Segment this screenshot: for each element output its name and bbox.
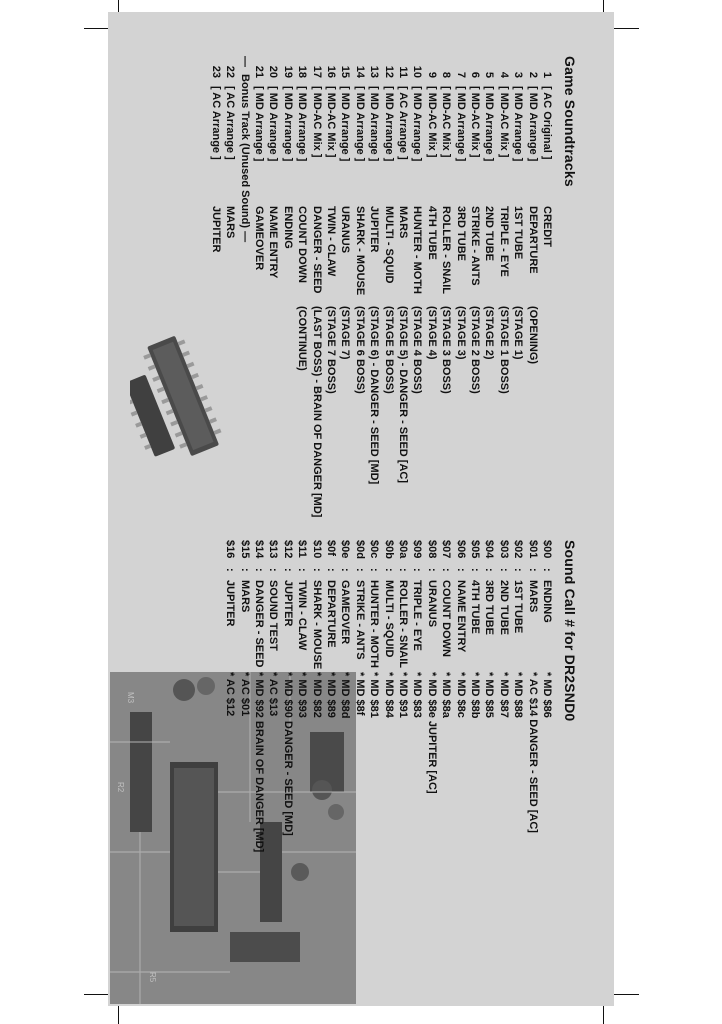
track-row bbox=[453, 56, 467, 360]
sound-call-separator: : bbox=[353, 568, 366, 572]
sound-call-name: TRIPLE - EYE bbox=[411, 580, 424, 651]
sound-call-name: JUPITER bbox=[224, 580, 237, 627]
track-row bbox=[252, 56, 266, 306]
sound-call-code: $03 bbox=[497, 540, 510, 559]
track-number: 11 bbox=[397, 66, 409, 78]
sound-call-separator: : bbox=[382, 568, 395, 572]
track-version: [ MD Arrange ] bbox=[353, 86, 366, 162]
track-version: [ MD Arrange ] bbox=[267, 86, 280, 162]
sound-call-row bbox=[309, 540, 323, 718]
track-title: DANGER - SEED bbox=[310, 206, 323, 294]
track-number: 8 bbox=[440, 71, 453, 78]
track-number: 20 bbox=[267, 65, 280, 78]
track-stage: (STAGE 7 BOSS) bbox=[325, 306, 337, 394]
sound-call-code: $0c bbox=[368, 540, 381, 559]
track-number: 6 bbox=[469, 71, 481, 78]
sound-call-separator: : bbox=[425, 568, 438, 572]
sound-call-separator: : bbox=[310, 568, 323, 572]
sound-call-name: 4TH TUBE bbox=[469, 580, 481, 634]
track-number: 5 bbox=[483, 71, 496, 78]
sound-call-name: ENDING bbox=[541, 580, 553, 623]
sound-call-name: TWIN - CLAW bbox=[296, 580, 309, 651]
track-title: ROLLER - SNAIL bbox=[440, 206, 453, 294]
track-number: — bbox=[238, 56, 251, 67]
track-stage: (STAGE 3 BOSS) bbox=[440, 306, 453, 394]
track-version: [ AC Original ] bbox=[541, 86, 553, 160]
sound-call-row bbox=[468, 540, 482, 718]
sound-call-code: $04 bbox=[483, 540, 496, 559]
track-number: 14 bbox=[353, 65, 366, 78]
sound-call-code: $06 bbox=[454, 540, 467, 559]
sound-call-ref: * AC $12 bbox=[224, 672, 237, 717]
sound-call-code: $09 bbox=[411, 540, 424, 559]
sound-call-row bbox=[540, 540, 554, 718]
sound-call-separator: : bbox=[224, 568, 237, 572]
sound-call-row bbox=[511, 540, 525, 718]
sound-call-code: $13 bbox=[267, 540, 280, 559]
track-stage: (STAGE 1 BOSS) bbox=[497, 306, 510, 394]
track-title: NAME ENTRY bbox=[267, 206, 280, 279]
sound-call-ref: * MD $87 bbox=[497, 672, 510, 718]
sound-call-separator: : bbox=[397, 568, 409, 572]
track-stage: (STAGE 7) bbox=[339, 306, 352, 360]
track-version: [ MD Arrange ] bbox=[526, 86, 539, 162]
track-row bbox=[280, 56, 294, 306]
sound-call-ref: * MD $92 BRAIN OF DANGER [MD] bbox=[253, 672, 265, 853]
track-version: [ MD Arrange ] bbox=[483, 86, 496, 162]
track-row bbox=[295, 56, 309, 371]
track-title: MARS bbox=[224, 206, 237, 239]
track-version: [ MD Arrange ] bbox=[339, 86, 352, 162]
track-version: [ MD Arrange ] bbox=[296, 86, 309, 162]
track-title: URANUS bbox=[339, 206, 352, 254]
track-title: JUPITER bbox=[368, 206, 381, 253]
sound-call-name: MARS bbox=[526, 580, 539, 613]
track-version: [ MD Arrange ] bbox=[368, 86, 381, 162]
sound-call-name: DEPARTURE bbox=[325, 580, 337, 648]
sound-call-name: NAME ENTRY bbox=[454, 580, 467, 653]
track-title: MULTI - SQUID bbox=[382, 206, 395, 284]
sound-call-name: 1ST TUBE bbox=[512, 580, 525, 634]
track-version: [ MD-AC Mix ] bbox=[469, 86, 481, 158]
track-version: [ MD-AC Mix ] bbox=[497, 86, 510, 158]
sound-call-row bbox=[252, 540, 266, 852]
sound-call-ref: * MD $89 bbox=[325, 672, 337, 718]
track-stage: (LAST BOSS) - BRAIN OF DANGER [MD] bbox=[310, 306, 323, 518]
track-row bbox=[424, 56, 438, 360]
sound-call-separator: : bbox=[325, 568, 337, 572]
track-title: JUPITER bbox=[209, 206, 222, 253]
sound-call-row bbox=[439, 540, 453, 718]
sound-call-code: $05 bbox=[469, 540, 481, 559]
sound-call-code: $15 bbox=[238, 540, 251, 559]
track-row bbox=[324, 56, 338, 394]
track-stage: (STAGE 2 BOSS) bbox=[469, 306, 481, 394]
sound-call-separator: : bbox=[483, 568, 496, 572]
track-row bbox=[439, 56, 453, 394]
track-number: 3 bbox=[512, 71, 525, 78]
sound-call-ref: * MD $93 bbox=[296, 672, 309, 718]
track-version: [ AC Arrange ] bbox=[209, 86, 222, 160]
sound-call-separator: : bbox=[253, 568, 265, 572]
sound-call-row bbox=[367, 540, 381, 718]
track-version: [ MD Arrange ] bbox=[411, 86, 424, 162]
track-stage: (STAGE 6) - DANGER - SEED [MD] bbox=[368, 306, 381, 485]
sound-call-row bbox=[324, 540, 338, 718]
track-row bbox=[511, 56, 525, 360]
sound-call-separator: : bbox=[267, 568, 280, 572]
sound-call-row bbox=[237, 540, 251, 716]
track-number: 21 bbox=[253, 65, 265, 78]
sound-call-ref: * MD $83 bbox=[411, 672, 424, 718]
track-row bbox=[381, 56, 395, 394]
track-row bbox=[352, 56, 366, 394]
track-title: HUNTER - MOTH bbox=[411, 206, 424, 294]
track-row bbox=[266, 56, 280, 306]
sound-call-code: $16 bbox=[224, 540, 237, 559]
track-row bbox=[396, 56, 410, 483]
sound-call-ref: * MD $88 bbox=[512, 672, 525, 718]
svg-text:R5: R5 bbox=[148, 972, 157, 983]
sound-call-row bbox=[424, 540, 438, 794]
sound-call-separator: : bbox=[411, 568, 424, 572]
track-row bbox=[496, 56, 510, 394]
track-number: 15 bbox=[339, 65, 352, 78]
sound-call-name: DANGER - SEED bbox=[253, 580, 265, 668]
track-version: [ MD Arrange ] bbox=[253, 86, 265, 162]
track-version: [ MD Arrange ] bbox=[382, 86, 395, 162]
soundtracks-heading: Game Soundtracks bbox=[562, 56, 578, 187]
sound-call-ref: * MD $91 bbox=[397, 672, 409, 718]
track-row bbox=[223, 56, 237, 306]
sound-call-name: 2ND TUBE bbox=[497, 580, 510, 636]
sound-call-code: $0f bbox=[325, 540, 337, 556]
sound-call-row bbox=[525, 540, 539, 833]
sound-call-code: $11 bbox=[296, 540, 309, 558]
sound-call-code: $12 bbox=[281, 540, 294, 559]
sound-call-name: MULTI - SQUID bbox=[382, 580, 395, 658]
sound-call-code: $08 bbox=[425, 540, 438, 559]
track-title: GAMEOVER bbox=[253, 206, 265, 271]
track-number: 23 bbox=[209, 65, 222, 78]
sound-call-heading: Sound Call # for DR2SND0 bbox=[562, 540, 578, 722]
track-number: 4 bbox=[497, 71, 510, 78]
track-title: 3RD TUBE bbox=[454, 206, 467, 262]
sound-call-code: $01 bbox=[526, 540, 539, 559]
track-row bbox=[338, 56, 352, 360]
track-number: 10 bbox=[411, 65, 424, 78]
sound-call-code: $0e bbox=[339, 540, 352, 559]
sound-call-name: GAMEOVER bbox=[339, 580, 352, 645]
track-title: CREDIT bbox=[541, 206, 553, 247]
sound-call-code: $0b bbox=[382, 540, 395, 559]
liner-text-rotated bbox=[108, 56, 578, 1006]
sound-call-ref: * MD $8d bbox=[339, 672, 352, 719]
sound-call-name: JUPITER bbox=[281, 580, 294, 627]
track-number: 18 bbox=[296, 65, 309, 78]
track-version: [ MD Arrange ] bbox=[512, 86, 525, 162]
sound-call-name: URANUS bbox=[425, 580, 438, 628]
sound-call-code: $14 bbox=[253, 540, 265, 559]
track-number: 19 bbox=[281, 65, 294, 78]
track-title: MARS bbox=[397, 206, 409, 239]
svg-text:M3: M3 bbox=[126, 692, 135, 704]
track-number: 2 bbox=[526, 71, 539, 78]
track-row bbox=[525, 56, 539, 364]
track-stage: (OPENING) bbox=[526, 306, 539, 365]
sound-call-code: $02 bbox=[512, 540, 525, 559]
sound-call-row bbox=[266, 540, 280, 716]
sound-call-separator: : bbox=[440, 568, 453, 572]
sound-call-separator: : bbox=[281, 568, 294, 572]
sound-call-ref: * MD $8f bbox=[353, 672, 366, 716]
sound-call-ref: * MD $90 DANGER - SEED [MD] bbox=[281, 672, 294, 836]
sound-call-name: COUNT DOWN bbox=[440, 580, 453, 657]
track-title: DEPARTURE bbox=[526, 206, 539, 274]
track-stage: (STAGE 3) bbox=[454, 306, 467, 360]
track-number: 12 bbox=[382, 65, 395, 78]
track-version: [ MD-AC Mix ] bbox=[310, 86, 323, 158]
svg-text:R2: R2 bbox=[116, 782, 125, 793]
sound-call-ref: * MD $84 bbox=[382, 672, 395, 718]
sound-call-ref: * MD $82 bbox=[310, 672, 323, 718]
sound-call-separator: : bbox=[526, 568, 539, 572]
sound-call-ref: * MD $8c bbox=[454, 672, 467, 718]
sound-call-separator: : bbox=[469, 568, 481, 572]
track-number: 9 bbox=[425, 71, 438, 78]
track-row bbox=[482, 56, 496, 360]
track-title: 1ST TUBE bbox=[512, 206, 525, 260]
sound-call-separator: : bbox=[541, 568, 553, 572]
track-number: 22 bbox=[224, 65, 237, 78]
track-title: 2ND TUBE bbox=[483, 206, 496, 262]
track-title: ENDING bbox=[281, 206, 294, 249]
track-version: [ MD-AC Mix ] bbox=[440, 86, 453, 158]
track-row bbox=[309, 56, 323, 517]
sound-call-name: MARS bbox=[238, 580, 251, 613]
sound-call-name: STRIKE - ANTS bbox=[353, 580, 366, 660]
sound-call-name: ROLLER - SNAIL bbox=[397, 580, 409, 668]
sound-call-separator: : bbox=[238, 568, 251, 572]
track-version: [ MD-AC Mix ] bbox=[325, 86, 337, 158]
sound-call-code: $0d bbox=[353, 540, 366, 559]
sound-call-row bbox=[482, 540, 496, 718]
track-row bbox=[237, 56, 251, 374]
sound-call-code: $07 bbox=[440, 540, 453, 559]
sound-call-row bbox=[295, 540, 309, 718]
track-stage: (STAGE 6 BOSS) bbox=[353, 306, 366, 394]
track-stage: (STAGE 5) - DANGER - SEED [AC] bbox=[397, 306, 409, 484]
track-row bbox=[208, 56, 222, 306]
track-number: 7 bbox=[454, 71, 467, 78]
sound-call-ref: * MD $86 bbox=[541, 672, 553, 718]
track-stage: (STAGE 4 BOSS) bbox=[411, 306, 424, 394]
sound-call-ref: * MD $8a bbox=[440, 672, 453, 718]
sound-call-row bbox=[396, 540, 410, 718]
track-number: 13 bbox=[368, 65, 381, 78]
track-row bbox=[540, 56, 554, 306]
sound-call-row bbox=[381, 540, 395, 718]
track-version: [ MD-AC Mix ] bbox=[425, 86, 438, 158]
sound-call-row bbox=[496, 540, 510, 718]
track-row bbox=[468, 56, 482, 394]
track-title: COUNT DOWN bbox=[296, 206, 309, 283]
sound-call-separator: : bbox=[368, 568, 381, 572]
track-stage: (STAGE 4) bbox=[425, 306, 438, 360]
sound-call-row bbox=[352, 540, 366, 715]
sound-call-row bbox=[338, 540, 352, 718]
sound-call-row bbox=[410, 540, 424, 718]
track-version: [ AC Arrange ] bbox=[397, 86, 409, 160]
track-version: [ MD Arrange ] bbox=[454, 86, 467, 162]
track-stage: (STAGE 2) bbox=[483, 306, 496, 360]
track-version: [ MD Arrange ] bbox=[281, 86, 294, 162]
sound-call-separator: : bbox=[296, 568, 309, 572]
sound-call-code: $10 bbox=[310, 540, 323, 559]
sound-call-ref: * AC $14 DANGER - SEED [AC] bbox=[526, 672, 539, 833]
track-title: 4TH TUBE bbox=[425, 206, 438, 260]
track-title: SHARK - MOUSE bbox=[353, 206, 366, 296]
track-row bbox=[367, 56, 381, 484]
track-version: Bonus Track (Unused Sound) — bbox=[238, 74, 251, 243]
sound-call-ref: * MD $8b bbox=[469, 672, 481, 719]
track-number: 1 bbox=[541, 71, 553, 78]
sound-call-ref: * MD $8e JUPITER [AC] bbox=[425, 672, 438, 794]
track-title: TWIN - CLAW bbox=[325, 206, 337, 277]
sound-call-name: SOUND TEST bbox=[267, 580, 280, 651]
sound-call-name: HUNTER - MOTH bbox=[368, 580, 381, 668]
sound-call-ref: * MD $85 bbox=[483, 672, 496, 718]
track-number: 16 bbox=[325, 65, 337, 78]
sound-call-name: SHARK - MOUSE bbox=[310, 580, 323, 670]
sound-call-ref: * MD $81 bbox=[368, 672, 381, 718]
sound-call-separator: : bbox=[512, 568, 525, 572]
sound-call-code: $0a bbox=[397, 540, 409, 559]
sound-call-row bbox=[223, 540, 237, 716]
track-stage: (STAGE 1) bbox=[512, 306, 525, 360]
track-stage: (STAGE 5 BOSS) bbox=[382, 306, 395, 394]
sound-call-row bbox=[280, 540, 294, 836]
track-stage: (CONTINUE) bbox=[296, 306, 309, 371]
track-title: STRIKE - ANTS bbox=[469, 206, 481, 286]
sound-call-separator: : bbox=[497, 568, 510, 572]
track-row bbox=[410, 56, 424, 394]
sound-call-ref: * AC $13 bbox=[267, 672, 280, 717]
track-title: TRIPLE - EYE bbox=[497, 206, 510, 277]
sound-call-name: 3RD TUBE bbox=[483, 580, 496, 636]
track-number: 17 bbox=[310, 65, 323, 78]
sound-call-code: $00 bbox=[541, 540, 553, 559]
sound-call-row bbox=[453, 540, 467, 718]
sound-call-ref: * AC $01 bbox=[238, 672, 251, 717]
sound-call-separator: : bbox=[454, 568, 467, 572]
sound-call-separator: : bbox=[339, 568, 352, 572]
track-version: [ AC Arrange ] bbox=[224, 86, 237, 160]
